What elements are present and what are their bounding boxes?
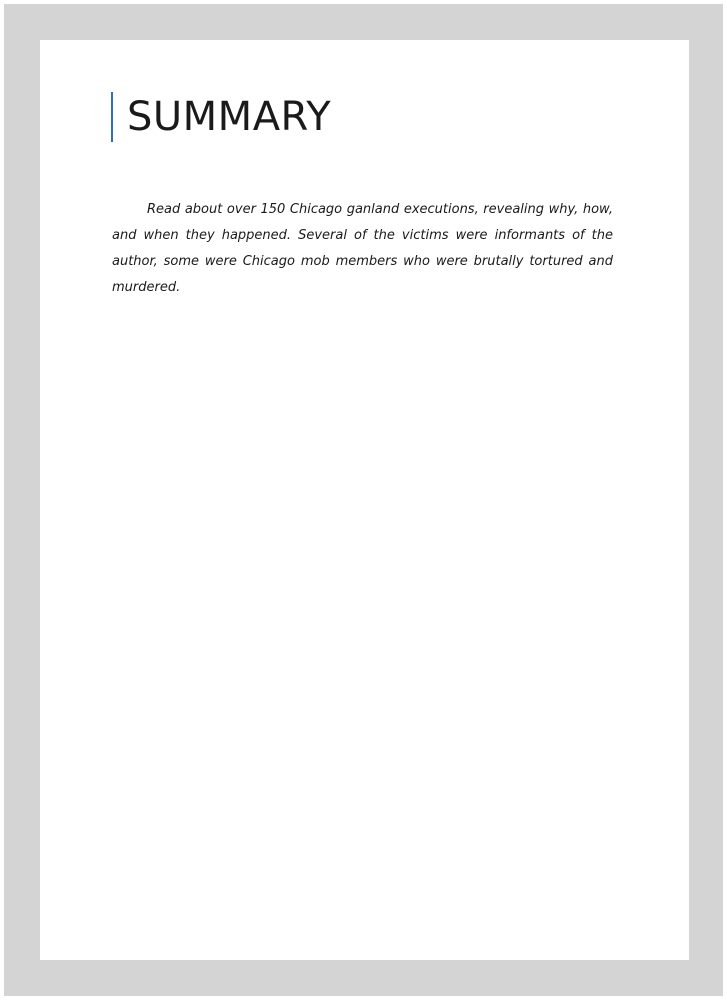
heading-accent-bar <box>111 92 113 142</box>
document-viewer-background <box>4 4 723 996</box>
page-title: SUMMARY <box>127 94 332 140</box>
document-page <box>40 40 689 960</box>
section-heading <box>111 92 331 142</box>
summary-paragraph: Read about over 150 Chicago ganland executions, revealing why, how, and when they happened. Several of the victims were informants of the author, some were Chicago mob members who were brutally tortured and murdered. <box>112 202 613 295</box>
